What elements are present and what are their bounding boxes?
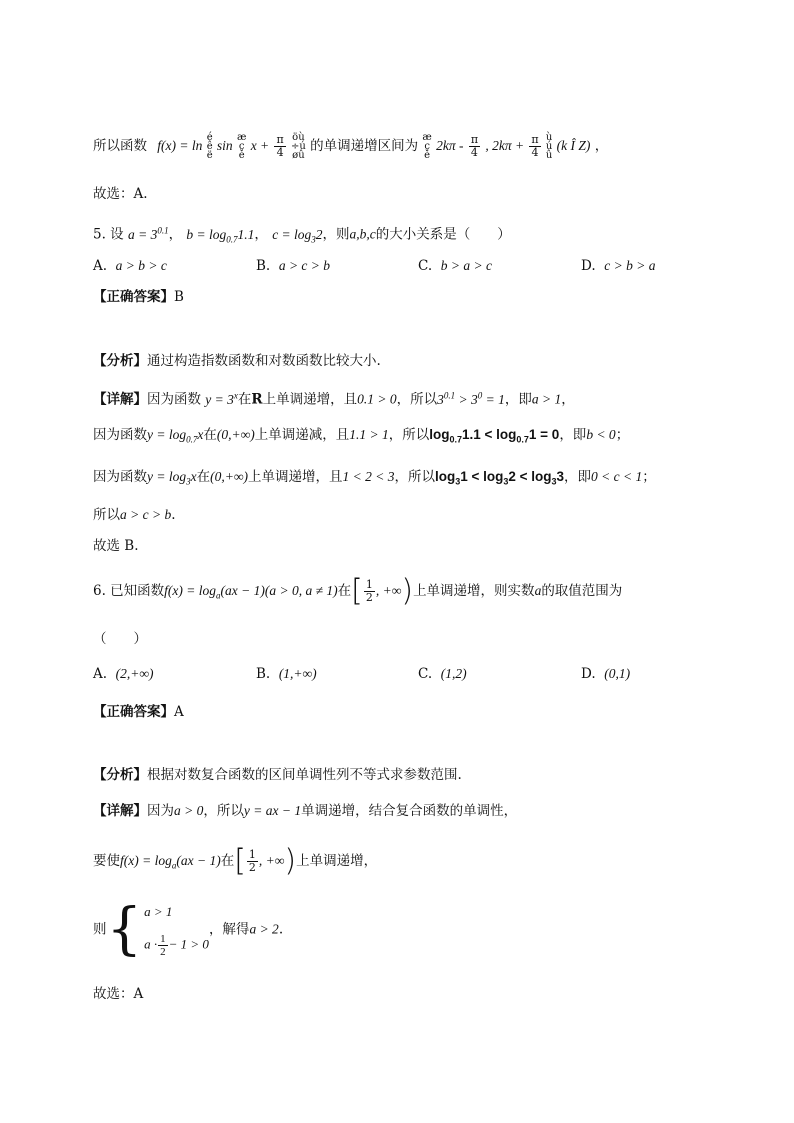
q5-detail-3: 因为函数$y = \log_3x$在(0,+∞)上单调递增，且1 < 2 < 3，所以$\log_31 < \log_32 < \log_33$，即0 < c < 1； <box>93 469 656 487</box>
equation-system: { a > 1 a · $\frac{1}{2}$ − 1 > 0 <box>106 897 209 962</box>
q5-option-c: C. b > a > c <box>418 258 492 274</box>
text: ，则 <box>322 226 350 243</box>
garbled-bracket: æ ç è <box>422 132 432 161</box>
fraction: $\frac{\pi}{4}$ <box>276 133 284 159</box>
q6-analysis: 【分析】根据对数复合函数的区间单调性列不等式求参数范围. <box>93 767 462 783</box>
left-brace: { <box>106 897 143 962</box>
text: 5. 设 <box>93 226 124 243</box>
formula: f(x) = ln <box>157 138 203 153</box>
q5-detail-4: 所以a > c > b. <box>93 507 176 523</box>
q5-analysis: 【分析】通过构造指数函数和对数函数比较大小. <box>93 353 381 369</box>
garbled-bracket: æ ç è <box>236 132 247 161</box>
garbled-bracket: öù ÷ú øû <box>291 132 306 161</box>
formula: a,b,c <box>349 226 376 242</box>
q5-option-a: A. a > b > c <box>93 258 167 274</box>
text: ， <box>594 138 609 154</box>
fraction: $\frac{\pi}{4}$ <box>531 133 539 159</box>
q6-detail-3: 则 { a > 1 a · $\frac{1}{2}$ − 1 > 0 ，解得a > 2. <box>93 897 284 962</box>
text: 的单调递增区间为 <box>310 138 419 154</box>
garbled-bracket: é ê ë <box>206 132 213 161</box>
text: ， <box>254 226 268 243</box>
formula: $b = \log_{0.7}1.1$ <box>186 226 255 245</box>
q6-option-d: D. (0,1) <box>581 666 631 682</box>
q6-detail-1: 【详解】因为a > 0，所以y = ax − 1单调递增，结合复合函数的单调性， <box>93 803 518 819</box>
q6-choose: 故选：A <box>93 986 144 1002</box>
formula: $a = 3^{0.1}$ <box>127 225 169 242</box>
q6-paren: （ ） <box>93 631 147 647</box>
q6-option-b: B. (1,+∞) <box>256 666 317 682</box>
q5-detail-1: 【详解】因为函数 $y = 3^x$在R上单调递增，且0.1 > 0，所以$3^{0.1} > 3^0 = 1$，即a > 1， <box>93 390 575 408</box>
formula: 2kπ - <box>436 138 464 153</box>
q6-option-a: A. (2,+∞) <box>93 666 154 682</box>
q6-answer: 【正确答案】A <box>93 704 184 720</box>
q5-detail-2: 因为函数$y = \log_{0.7}x$在(0,+∞)上单调递减，且1.1 > 1，所以$\log_{0.7}1.1 < \log_{0.7}1 = 0$，即b < 0； <box>93 427 630 445</box>
q6-stem: 6. 已知函数$f(x) = \log_a(ax - 1)(a > 0$, a ≠ 1)在[ $\frac{1}{2}$ , +∞)上单调递增，则实数a的取值范围为 <box>93 573 623 609</box>
q5-option-d: D. c > b > a <box>581 258 656 274</box>
q6-detail-2: 要使$f(x) = \log_a(ax - 1)$在[ $\frac{1}{2}$ , +∞)上单调递增， <box>93 843 378 879</box>
text: 的大小关系是（ ） <box>375 226 511 243</box>
fraction: $\frac{\pi}{4}$ <box>470 133 479 159</box>
text: ， <box>168 226 183 243</box>
q5-option-b: B. a > c > b <box>256 258 331 274</box>
formula: (k Î Z) <box>556 138 591 153</box>
q6-option-c: C. (1,2) <box>418 666 467 682</box>
prev-solution-line <box>93 133 608 160</box>
q5-answer: 【正确答案】B <box>93 289 184 305</box>
q5-choose: 故选 B. <box>93 538 139 554</box>
text: 所以函数 <box>93 138 147 154</box>
garbled-bracket: ù ú û <box>545 132 553 161</box>
formula: x + <box>250 138 270 153</box>
formula: $c = \log_32$ <box>272 226 323 245</box>
q5-stem <box>93 221 511 248</box>
formula: , 2kπ + <box>485 138 525 153</box>
prev-choose-line: 故选：A. <box>93 186 148 202</box>
formula: sin <box>216 138 233 153</box>
